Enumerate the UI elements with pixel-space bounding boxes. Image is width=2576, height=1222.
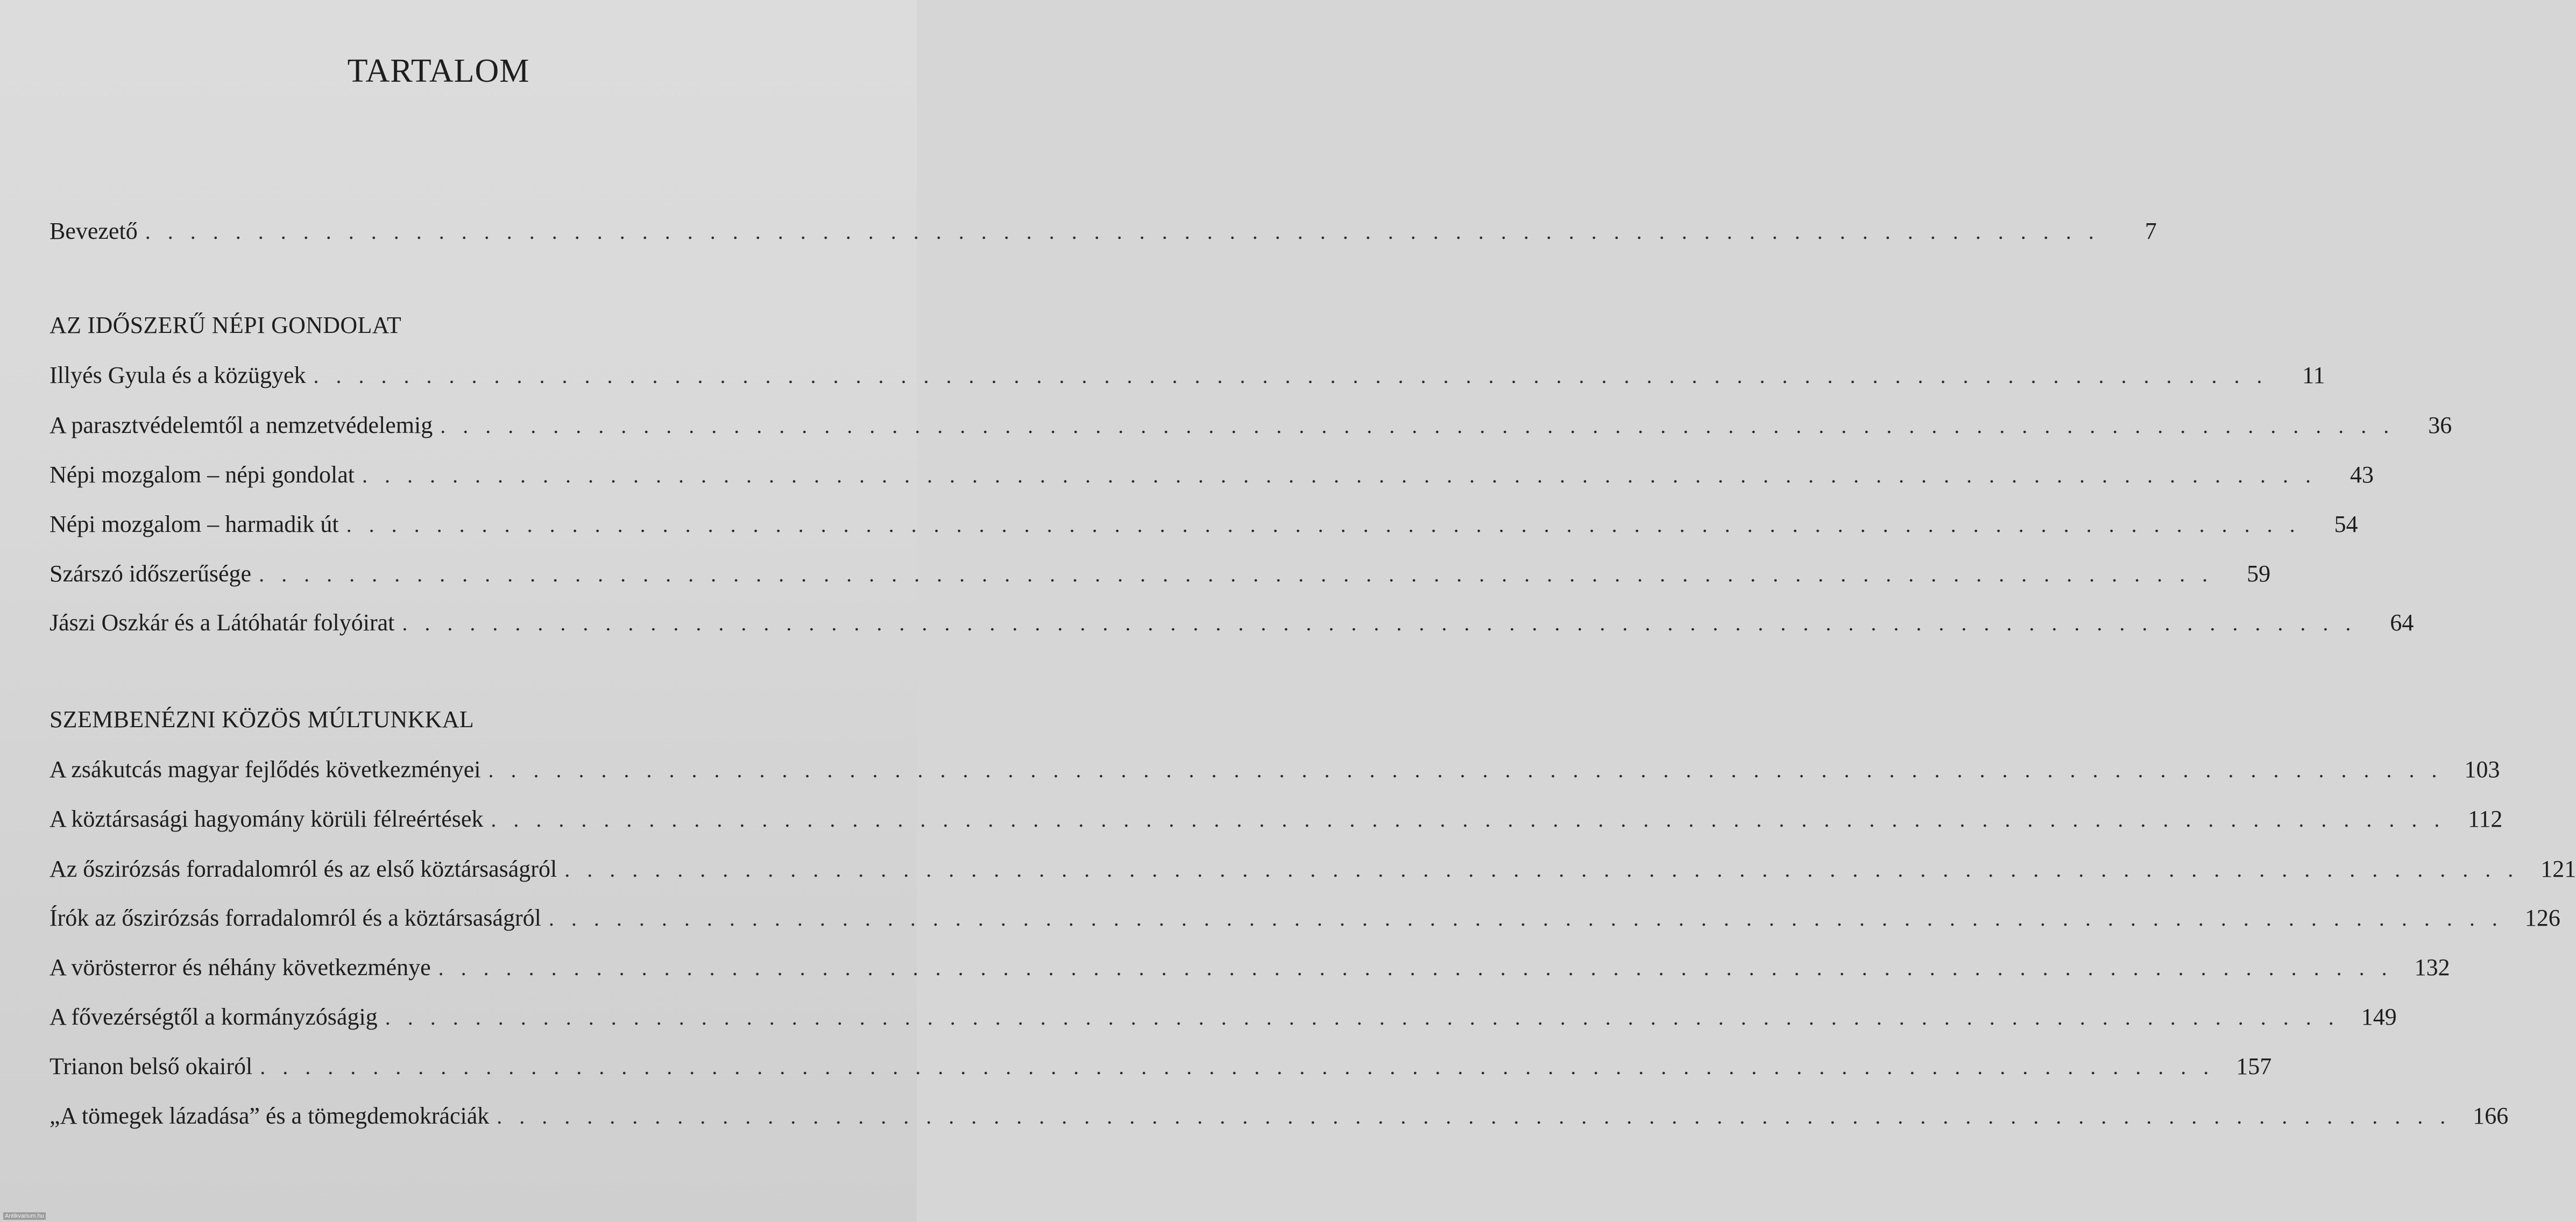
toc-entry-page: 36 — [2428, 412, 2452, 438]
dot-leader: . . . . . . . . . . . . . . . . . . . . . . . . . . . . . . . . . . . . . . . . . . . . . . . . . . . . . . . . . . . . . . . . . . . . . . . . . . . . . . . . . . . . . . . — [260, 1055, 2215, 1079]
toc-entry-page: 126 — [2524, 905, 2560, 931]
toc-entry — [49, 607, 2414, 639]
toc-entry-title: A parasztvédelemtől a nemzetvédelemig — [49, 412, 433, 438]
toc-entry-page: 112 — [2468, 806, 2503, 832]
toc-entry-page: 11 — [2302, 362, 2325, 388]
dot-leader: . . . . . . . . . . . . . . . . . . . . . . . . . . . . . . . . . . . . . . . . . . . . . . . . . . . . . . . . . . . . . . . . . . . . . . . . . . . . . . . . . . . . . . . — [402, 611, 2357, 635]
toc-entry-title: Trianon belső okairól — [49, 1053, 253, 1079]
toc-entry-title: Jászi Oszkár és a Látóhatár folyóirat — [49, 609, 395, 636]
toc-entry — [49, 409, 2452, 442]
toc-entry-title: A zsákutcás magyar fejlődés következményei — [49, 756, 481, 783]
toc-entry-page: 121 — [2540, 856, 2576, 882]
dot-leader: . . . . . . . . . . . . . . . . . . . . . . . . . . . . . . . . . . . . . . . . . . . . . . . . . . . . . . . . . . . . . . . . . . . . . . . . . . . . . . . . . . . . . . . — [385, 1005, 2340, 1029]
toc-entry — [49, 902, 2560, 934]
toc-entry — [49, 803, 2503, 835]
dot-leader: . . . . . . . . . . . . . . . . . . . . . . . . . . . . . . . . . . . . . . . . . . . . . . . . . . . . . . . . . . . . . . . . . . . . . . . . . . . . . . . . . . . . . . . — [488, 758, 2443, 782]
toc-entry — [49, 754, 2500, 786]
toc-entry-page: 59 — [2247, 560, 2271, 587]
dot-leader: . . . . . . . . . . . . . . . . . . . . . . . . . . . . . . . . . . . . . . . . . . . . . . . . . . . . . . . . . . . . . . . . . . . . . . . . . . . . . . . . . . . . . . . — [362, 463, 2317, 487]
toc-entry-title: A fővezérségtől a kormányzóságig — [49, 1004, 378, 1030]
toc-entry — [49, 1001, 2397, 1033]
toc-entry-page: 157 — [2236, 1053, 2272, 1079]
dot-leader: . . . . . . . . . . . . . . . . . . . . . . . . . . . . . . . . . . . . . . . . . . . . . . . . . . . . . . . . . . . . . . . . . . . . . . . . . . . . . . . . . . . . . . . — [346, 513, 2301, 537]
toc-entry-title: „A tömegek lázadása” és a tömegdemokráciák — [49, 1103, 490, 1129]
toc-entry-title: Az őszirózsás forradalomról és az első köztársaságról — [49, 856, 557, 882]
dot-leader: . . . . . . . . . . . . . . . . . . . . . . . . . . . . . . . . . . . . . . . . . . . . . . . . . . . . . . . . . . . . . . . . . . . . . . . . . . . . . . . . . . . . . . . — [145, 219, 2100, 244]
toc-entry-title: Szárszó időszerűsége — [49, 560, 252, 587]
toc-entry-title: Bevezető — [49, 218, 138, 244]
dot-leader: . . . . . . . . . . . . . . . . . . . . . . . . . . . . . . . . . . . . . . . . . . . . . . . . . . . . . . . . . . . . . . . . . . . . . . . . . . . . . . . . . . . . . . . — [259, 562, 2214, 586]
dot-leader: . . . . . . . . . . . . . . . . . . . . . . . . . . . . . . . . . . . . . . . . . . . . . . . . . . . . . . . . . . . . . . . . . . . . . . . . . . . . . . . . . . . . . . . — [564, 857, 2520, 882]
toc-entry-intro — [49, 215, 2157, 247]
toc-entry-title: Népi mozgalom – népi gondolat — [49, 461, 355, 488]
page-title: TARTALOM — [347, 53, 530, 89]
toc-entry-page: 166 — [2473, 1103, 2509, 1129]
dot-leader: . . . . . . . . . . . . . . . . . . . . . . . . . . . . . . . . . . . . . . . . . . . . . . . . . . . . . . . . . . . . . . . . . . . . . . . . . . . . . . . . . . . . . . . — [548, 906, 2503, 930]
toc-entry-page: 132 — [2414, 954, 2450, 981]
toc-entry-title: A vörösterror és néhány következménye — [49, 954, 431, 981]
toc-entry — [49, 1050, 2272, 1083]
toc-entry-title: Népi mozgalom – harmadik út — [49, 511, 339, 537]
toc-entry-page: 149 — [2361, 1004, 2397, 1030]
toc-entry — [49, 853, 2576, 885]
toc-entry-page: 103 — [2464, 756, 2500, 783]
dot-leader: . . . . . . . . . . . . . . . . . . . . . . . . . . . . . . . . . . . . . . . . . . . . . . . . . . . . . . . . . . . . . . . . . . . . . . . . . . . . . . . . . . . . . . . — [497, 1104, 2452, 1128]
dot-leader: . . . . . . . . . . . . . . . . . . . . . . . . . . . . . . . . . . . . . . . . . . . . . . . . . . . . . . . . . . . . . . . . . . . . . . . . . . . . . . . . . . . . . . . — [313, 364, 2268, 388]
toc-entry — [49, 558, 2271, 590]
toc-entry-title: Írók az őszirózsás forradalomról és a köztársaságról — [49, 905, 541, 931]
dot-leader: . . . . . . . . . . . . . . . . . . . . . . . . . . . . . . . . . . . . . . . . . . . . . . . . . . . . . . . . . . . . . . . . . . . . . . . . . . . . . . . . . . . . . . . — [438, 956, 2393, 980]
toc-entry — [49, 459, 2374, 491]
toc-entry-page: 43 — [2350, 461, 2374, 488]
toc-entry — [49, 508, 2358, 541]
toc-entry-page: 54 — [2334, 511, 2358, 537]
dot-leader: . . . . . . . . . . . . . . . . . . . . . . . . . . . . . . . . . . . . . . . . . . . . . . . . . . . . . . . . . . . . . . . . . . . . . . . . . . . . . . . . . . . . . . . — [440, 414, 2395, 438]
toc-entry-title: A köztársasági hagyomány körüli félreértések — [49, 806, 484, 832]
toc-entry-page: 7 — [2145, 218, 2157, 244]
toc-entry — [49, 951, 2450, 984]
watermark: Antikvarium.hu — [3, 1212, 46, 1220]
toc-entry — [49, 359, 2325, 392]
section-heading: SZEMBENÉZNI KÖZÖS MÚLTUNKKAL — [49, 706, 474, 733]
toc-entry-title: Illyés Gyula és a közügyek — [49, 362, 306, 388]
toc-entry-page: 64 — [2390, 609, 2414, 636]
dot-leader: . . . . . . . . . . . . . . . . . . . . . . . . . . . . . . . . . . . . . . . . . . . . . . . . . . . . . . . . . . . . . . . . . . . . . . . . . . . . . . . . . . . . . . . — [491, 807, 2446, 832]
toc-entry — [49, 1100, 2509, 1132]
section-heading: AZ IDŐSZERŰ NÉPI GONDOLAT — [49, 312, 402, 338]
